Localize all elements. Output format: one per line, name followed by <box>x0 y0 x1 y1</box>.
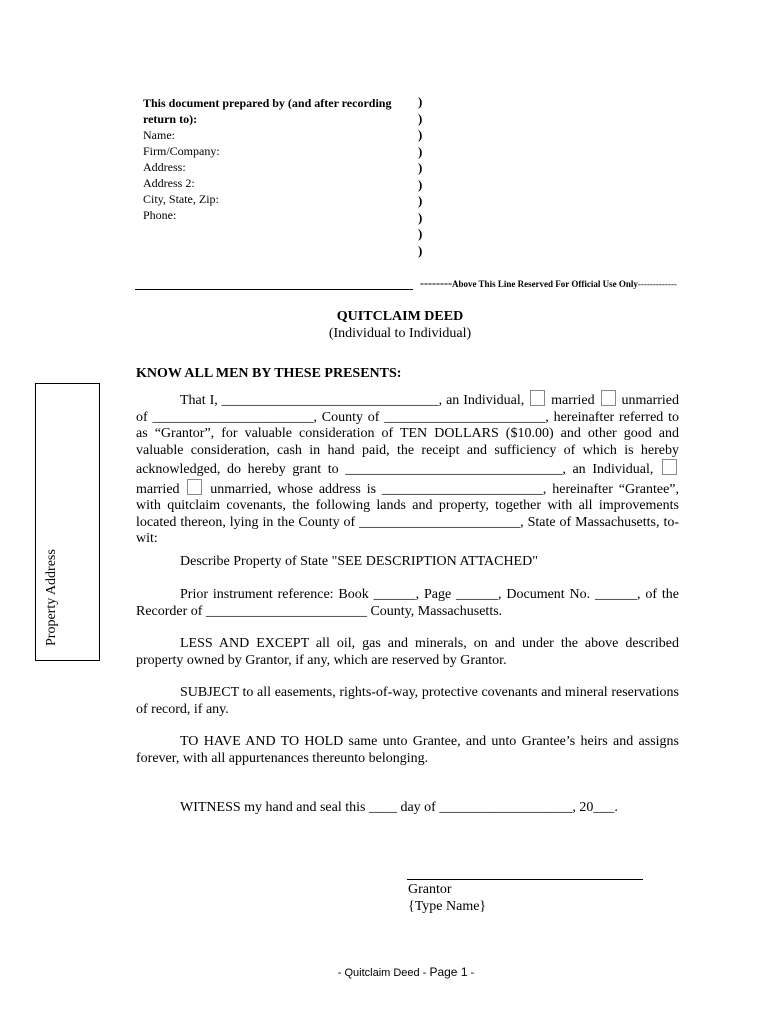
paren: ) <box>418 160 423 175</box>
paren: ) <box>418 226 423 241</box>
less-except-paragraph: LESS AND EXCEPT all oil, gas and minerals, on and under the above described property owned by Grantor, if any, which are reserved by Grantor. <box>136 636 679 668</box>
habendum-paragraph: TO HAVE AND TO HOLD same unto Grantee, and unto Grantee’s heirs and assigns forever, with all appurtenances thereunto belonging. <box>136 734 679 766</box>
conveyance-paragraph <box>136 390 679 548</box>
reserved-text: Above This Line Reserved For Official Use Only <box>451 279 638 289</box>
married-label: married <box>551 393 595 408</box>
know-all-heading: KNOW ALL MEN BY THESE PRESENTS: <box>136 366 402 381</box>
paren: ) <box>418 94 423 109</box>
grantor-signature-block <box>408 881 486 915</box>
prepared-by-phone-field: Phone: <box>143 208 177 222</box>
parenthesis-column <box>418 94 428 259</box>
prepared-by-city-field: City, State, Zip: <box>143 192 219 206</box>
paren: ) <box>418 209 423 225</box>
prepared-by-firm-field: Firm/Company: <box>143 144 220 158</box>
prepared-by-address2-field: Address 2: <box>143 176 195 190</box>
grantee-unmarried-checkbox[interactable] <box>187 479 202 495</box>
document-subtitle: (Individual to Individual) <box>328 326 472 341</box>
grantor-label: Grantor <box>408 882 452 897</box>
grantor-type-name: {Type Name} <box>408 899 487 914</box>
paren: ) <box>418 127 423 142</box>
grantee-married-checkbox[interactable] <box>662 459 677 475</box>
official-use-notice <box>420 276 677 291</box>
grantor-unmarried-checkbox[interactable] <box>601 390 616 406</box>
reserved-tail: ------------- <box>637 279 677 289</box>
prepared-by-block <box>143 95 413 223</box>
conveyance-text-2: unmarried of _______________________, County of _______________________, hereinafter referred to as “Grantor”, for valuable consideration of TEN DOLLARS ($10.00) and other good and valuable consideration, cash in hand paid, the receipt and sufficiency of which is hereby acknowledged, do hereby grant to _______________________________, an Individual, <box>136 393 680 477</box>
paren: ) <box>418 110 423 126</box>
prepared-by-name-field: Name: <box>143 128 175 142</box>
describe-paragraph: Describe Property of State "SEE DESCRIPTION ATTACHED" <box>180 554 538 569</box>
reserved-dashes: -------- <box>420 276 452 290</box>
prepared-by-divider <box>135 289 413 290</box>
conveyance-text-1: That I, _______________________________, an Individual, <box>180 393 525 408</box>
footer-prefix: - Quitclaim Deed - <box>337 967 430 979</box>
married-label-2: married <box>136 481 180 497</box>
paren: ) <box>418 242 423 258</box>
prior-instrument-paragraph: Prior instrument reference: Book ______, Page ______, Document No. ______, of the Recorder of _______________________ County, Massachusetts. <box>136 587 679 619</box>
prepared-by-address-field: Address: <box>143 160 186 174</box>
paren: ) <box>418 193 423 208</box>
paren: ) <box>418 143 423 159</box>
conveyance-text-3: unmarried, whose address is _______________________, hereinafter “Grantee”, with quitclaim covenants, the following lands and property, together with all improvements located thereon, lying in the County of _______________________, State of Massachusetts, to-wit: <box>136 481 679 546</box>
grantor-signature-line <box>407 879 643 880</box>
grantor-married-checkbox[interactable] <box>530 390 545 406</box>
footer-suffix: - <box>467 967 475 979</box>
page-footer <box>0 965 770 979</box>
subject-paragraph: SUBJECT to all easements, rights-of-way, protective covenants and mineral reservations of record, if any. <box>136 685 679 717</box>
prepared-by-heading: This document prepared by (and after recording return to): <box>143 96 392 126</box>
footer-page-number: Page 1 <box>429 965 468 979</box>
witness-paragraph: WITNESS my hand and seal this ____ day of ___________________, 20___. <box>180 800 618 815</box>
paren: ) <box>418 176 423 192</box>
property-address-label: Property Address <box>44 549 59 646</box>
document-title: QUITCLAIM DEED <box>336 309 464 324</box>
